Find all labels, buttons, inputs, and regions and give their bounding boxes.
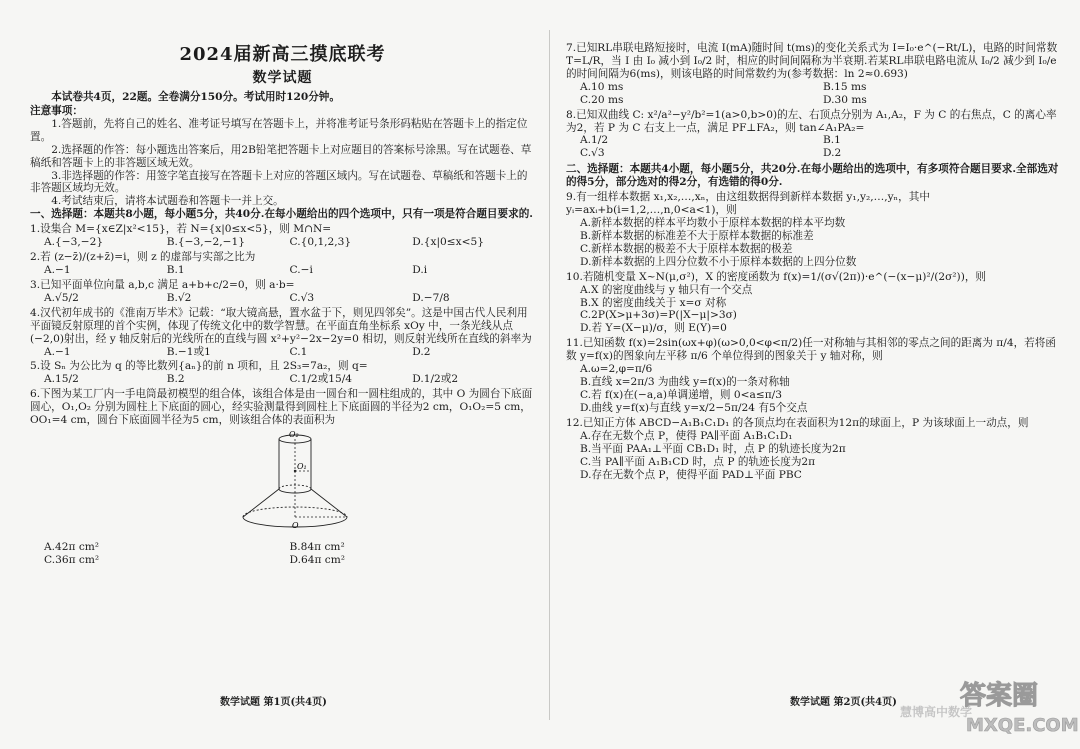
exam-title: 2024届新高三摸底联考 [179,44,386,65]
option-c: C.{0,1,2,3} [289,236,352,249]
question-6 [30,388,535,567]
option-c: C.√3 [580,147,605,160]
option-d: D.1/2或2 [412,373,459,386]
option-d: D.64π cm² [289,553,346,566]
option-d: D.i [412,264,428,277]
option-a: A.15/2 [44,373,79,386]
option-c: C.1 [289,345,308,358]
option-d: D.2 [823,147,842,160]
question-stem: 3.已知平面单位向量 a,b,c 满足 a+b+c/2=0，则 a·b= [30,278,295,291]
option-a: A.ω=2,φ=π/6 [580,363,653,376]
option-b: B.2 [166,373,185,386]
option-b: B.直线 x=2π/3 为曲线 y=f(x)的一条对称轴 [580,376,790,389]
option-c: C.36π cm² [44,553,100,566]
option-d: D.若 Y=(X−μ)/σ，则 E(Y)=0 [580,322,727,335]
question-5 [30,360,535,386]
watermark-source: 慧博高中数学 [900,705,973,719]
option-a: A.42π cm² [44,541,100,553]
exam-info: 本试卷共4页，22题。全卷满分150分。考试用时120分钟。 [51,91,340,104]
question-stem: 7.已知RL串联电路短接时，电流 I(mA)随时间 t(ms)的变化关系式为 I=I₀·e^(−Rt/L)，电路的时间常数 T=L/R，当 I 由 I₀ 减小到 I₀/2 时，相应的时间间隔称为半衰期.若某RL串联电路电流从 I₀/2 减少到 I₀/e 的时间间隔为6(ms)，则该电路的时间常数约为(参考数据：ln 2≈0.693) [566,42,1058,80]
question-11 [566,337,1066,415]
option-c: C.−i [289,264,313,277]
option-d: D.新样本数据的上四分位数不小于原样本数据的上四分位数 [580,255,857,268]
question-stem: 2.若 (z−z̄)/(z+z̄)=i，则 z 的虚部与实部之比为 [30,251,256,264]
option-c: C.若 f(x)在(−a,a)单调递增，则 0<a≤π/3 [580,388,782,401]
question-stem: 12.已知正方体 ABCD−A₁B₁C₁D₁ 的各顶点均在表面积为12π的球面上，P 为该球面上一动点，则 [566,416,1029,429]
option-b: B.新样本数据的标准差不大于原样本数据的标准差 [580,229,814,242]
option-a: A.−1 [44,345,71,358]
question-8 [566,109,1066,161]
option-c: C.√3 [289,291,315,304]
right-page [566,0,1066,749]
option-a: A.X 的密度曲线与 y 轴只有一个交点 [580,283,753,296]
exam-subtitle: 数学试题 [252,69,313,86]
option-d: D.{x|0≤x<5} [412,236,484,249]
notice-item: 4.考试结束后，请将本试题卷和答题卡一并上交。 [51,195,284,208]
option-b: B.1 [166,264,185,277]
option-d: D.30 ms [823,93,867,106]
option-d: D.曲线 y=f(x)与直线 y=x/2−5π/24 有5个交点 [580,401,808,414]
question-stem: 11.已知函数 f(x)=2sin(ωx+φ)(ω>0,0<φ<π/2)任一对称轴与其相邻的零点之间的距离为 π/4，若将函数 y=f(x)的图象向左平移 π/6 个单位得到的图象关于 y 轴对称，则 [566,337,1056,363]
option-c: C.20 ms [580,93,624,106]
option-b: B.1 [823,134,841,147]
option-b: B.当平面 PAA₁⊥平面 CB₁D₁ 时，点 P 的轨迹长度为2π [580,442,846,455]
option-a: A.{−3,−2} [44,236,104,249]
notice-item: 2.选择题的作答：每小题选出答案后，用2B铅笔把答题卡上对应题目的答案标号涂黑。写在试题卷、草稿纸和答题卡上的非答题区域无效。 [30,143,532,169]
option-b: B.−1或1 [166,345,211,358]
question-stem: 6.下图为某工厂内一手电筒最初模型的组合体，该组合体是由一圆台和一圆柱组成的，其中 O 为圆台下底面圆心，O₁,O₂ 分别为圆柱上下底面的圆心，经实验测量得到圆柱上下底面圆的半径为2 cm，O₁O₂=5 cm，OO₁=4 cm，圆台下底面圆半径为5 cm，则该组合体的表面积为 [30,388,533,427]
option-c: C.2P(X>μ+3σ)=P(|X−μ|>3σ) [580,309,737,322]
option-c: C.1/2或15/4 [289,373,353,386]
option-a: A.新样本数据的样本平均数小于原样本数据的样本平均数 [580,216,846,229]
section-heading: 二、选择题：本题共4小题，每小题5分，共20分.在每小题给出的选项中，有多项符合题目要求.全部选对的得5分，部分选对的得2分，有选错的得0分. [566,163,1059,189]
option-b: B.X 的密度曲线关于 x=σ 对称 [580,296,727,309]
option-b: B.84π cm² [289,541,345,553]
footer-right: 数学试题 第2页(共4页) [790,697,897,708]
left-page [30,0,535,749]
question-stem: 9.有一组样本数据 x₁,x₂,…,xₙ，由这组数据得到新样本数据 y₁,y₂,…,yₙ，其中 yᵢ=axᵢ+b(i=1,2,…,n,0<a<1)，则 [566,191,930,217]
question-3 [30,279,535,305]
question-1 [30,223,535,249]
question-9 [566,191,1066,269]
option-d: D.−7/8 [412,291,450,304]
question-stem: 5.设 Sₙ 为公比为 q 的等比数列{aₙ}的前 n 项和，且 2S₃=7a₂，则 q= [30,360,368,373]
question-10 [566,271,1066,336]
option-d: D.存在无数个点 P，使得平面 PAD⊥平面 PBC [580,468,802,481]
question-12 [566,417,1066,482]
section-heading: 一、选择题：本题共8小题，每小题5分，共40分.在每小题给出的四个选项中，只有一项是符合题目要求的. [30,208,533,221]
notice-item: 1.答题前，先将自己的姓名、准考证号填写在答题卡上，并将准考证号条形码粘贴在答题卡上的指定位置。 [30,117,528,143]
label-o1: O₁ [297,462,307,472]
cylinder-frustum-figure [235,431,355,535]
notice-item: 3.非选择题的作答：用签字笔直接写在答题卡上对应的答题区域内。写在试题卷、草稿纸和答题卡上的非答题区域均无效。 [30,169,528,195]
option-a: A.1/2 [580,134,609,147]
question-stem: 8.已知双曲线 C: x²/a²−y²/b²=1(a>0,b>0)的左、右顶点分别为 A₁,A₂，F 为 C 的右焦点，C 的离心率为2，若 P 为 C 右支上一点，满足 PF⊥FA₂，则 tan∠A₁PA₂= [566,108,1057,134]
question-stem: 4.汉代初年成书的《淮南万毕术》记载：“取大镜高悬，置水盆于下，则见四邻矣”。这是中国古代人民利用平面镜反射原理的首个实例，体现了传统文化中的数学智慧。在平面直角坐标系 xOy 中，一条光线从点(−2,0)射出，经 y 轴反射后的光线所在的直线与圆 x²+y²−2x−2y=0 相切，则反射光线所在直线的斜率为 [30,306,532,345]
label-o: O [292,521,299,531]
option-d: D.2 [412,345,431,358]
question-7 [566,42,1066,107]
option-c: C.新样本数据的极差不大于原样本数据的极差 [580,242,793,255]
option-c: C.当 PA∥平面 A₁B₁CD 时，点 P 的轨迹长度为2π [580,455,816,468]
question-stem: 1.设集合 M={x∈Z|x²<15}，若 N={x|0≤x<5}，则 M∩N= [30,223,332,236]
question-4 [30,307,535,359]
option-b: B.15 ms [823,80,867,93]
question-stem: 10.若随机变量 X~N(μ,σ²)，X 的密度函数为 f(x)=1/(σ√(2π))·e^(−(x−μ)²/(2σ²))，则 [566,270,987,283]
watermark [900,675,1079,745]
watermark-url: MXQE.COM [966,715,1079,736]
option-a: A.存在无数个点 P，使得 PA∥平面 A₁B₁C₁D₁ [580,429,793,442]
label-o2: O₂ [289,431,299,440]
option-a: A.−1 [44,264,71,277]
option-b: B.√2 [166,291,192,304]
notice-heading: 注意事项： [30,104,83,117]
option-a: A.√5/2 [44,291,79,304]
page-divider [549,30,550,720]
option-b: B.{−3,−2,−1} [166,236,245,249]
watermark-title: 答案圈 [960,681,1039,711]
option-a: A.10 ms [580,80,624,93]
question-2 [30,251,535,277]
footer-left: 数学试题 第1页(共4页) [220,697,327,708]
